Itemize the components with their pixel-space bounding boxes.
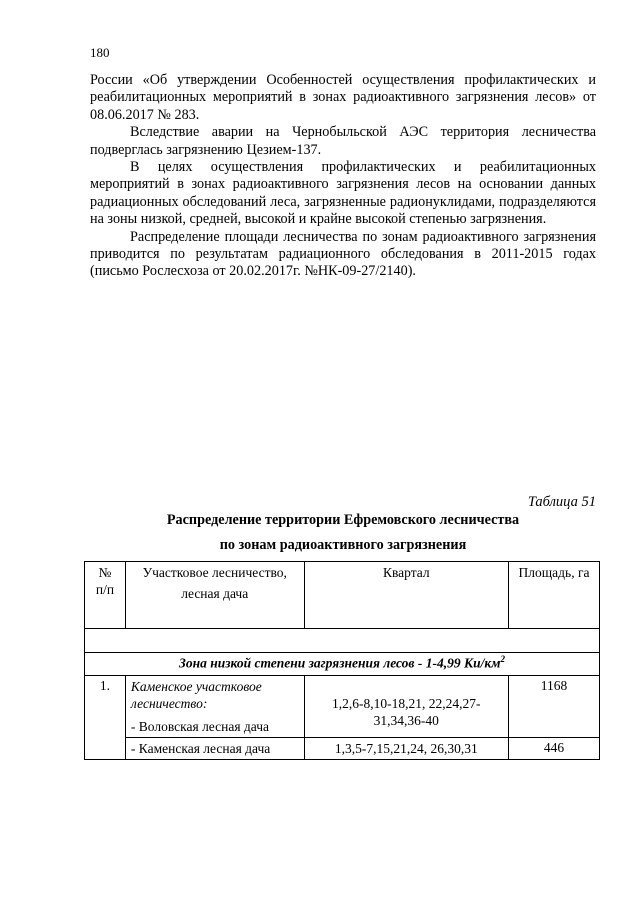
header-number-line1: № xyxy=(98,565,112,580)
paragraph: Распределение площади лесничества по зонам радиоактивного загрязнения приводится по результатам радиационного обследования в 2011-2015 годах (письмо Рослесхоза от 20.02.2017г. №НК-09-27/2140). xyxy=(90,228,596,280)
paragraph: России «Об утверждении Особенностей осуществления профилактических и реабилитационных мероприятий в зонах радиоактивного загрязнения лесов» от 08.06.2017 № 283. xyxy=(90,72,596,123)
table-caption: Таблица 51 xyxy=(527,494,596,510)
header-number xyxy=(85,562,126,629)
contamination-table xyxy=(84,561,600,760)
dacha-name: - Воловская лесная дача xyxy=(130,719,270,734)
header-quarter: Квартал xyxy=(304,562,508,629)
zone-row xyxy=(85,653,600,676)
quarter-list: 1,2,6-8,10-18,21, 22,24,27-31,34,36-40 xyxy=(332,696,481,728)
table-title: Распределение территории Ефремовского лесничества xyxy=(166,512,520,528)
header-area: Площадь, га xyxy=(509,562,600,629)
header-number-line2: п/п xyxy=(95,582,115,597)
zone-label-sup: 2 xyxy=(500,654,505,664)
table-subtitle: по зонам радиоактивного загрязнения xyxy=(219,537,467,553)
paragraph: Вследствие аварии на Чернобыльской АЭС территория лесничества подверглась загрязнению Цезием-137. xyxy=(90,124,596,158)
paragraph: В целях осуществления профилактических и реабилитационных мероприятий в зонах радиоактивного загрязнения лесов на основании данных радиационных обследований леса, загрязненные радионуклидами, подразделяются на зоны низкой, средней, высокой и крайне высокой степенью загрязнения. xyxy=(90,159,596,228)
table-empty-row xyxy=(85,629,600,653)
table-header-row xyxy=(85,562,600,629)
zone-label-text: Зона низкой степени загрязнения лесов - 1-4,99 Ки/км xyxy=(179,655,501,671)
row-number: 1. xyxy=(85,676,126,760)
quarter-list: 1,3,5-7,15,21,24, 26,30,31 xyxy=(334,741,478,756)
area-value: 446 xyxy=(509,738,600,760)
area-value: 1168 xyxy=(509,676,600,738)
page-number: 180 xyxy=(90,45,110,60)
table-row xyxy=(85,738,600,760)
body-text xyxy=(90,72,596,281)
quarter-cell xyxy=(304,676,508,738)
header-forestry xyxy=(125,562,304,629)
forestry-cell xyxy=(125,676,304,738)
quarter-cell xyxy=(304,738,508,760)
forestry-cell xyxy=(125,738,304,760)
dacha-name: - Каменская лесная дача xyxy=(130,741,271,756)
forestry-name: Каменское участковое лесничество: xyxy=(130,679,262,711)
header-forestry-line1: Участковое лесничество, xyxy=(142,565,287,580)
header-forestry-line2: лесная дача xyxy=(181,586,249,601)
zone-label xyxy=(85,653,600,676)
table-row xyxy=(85,676,600,738)
